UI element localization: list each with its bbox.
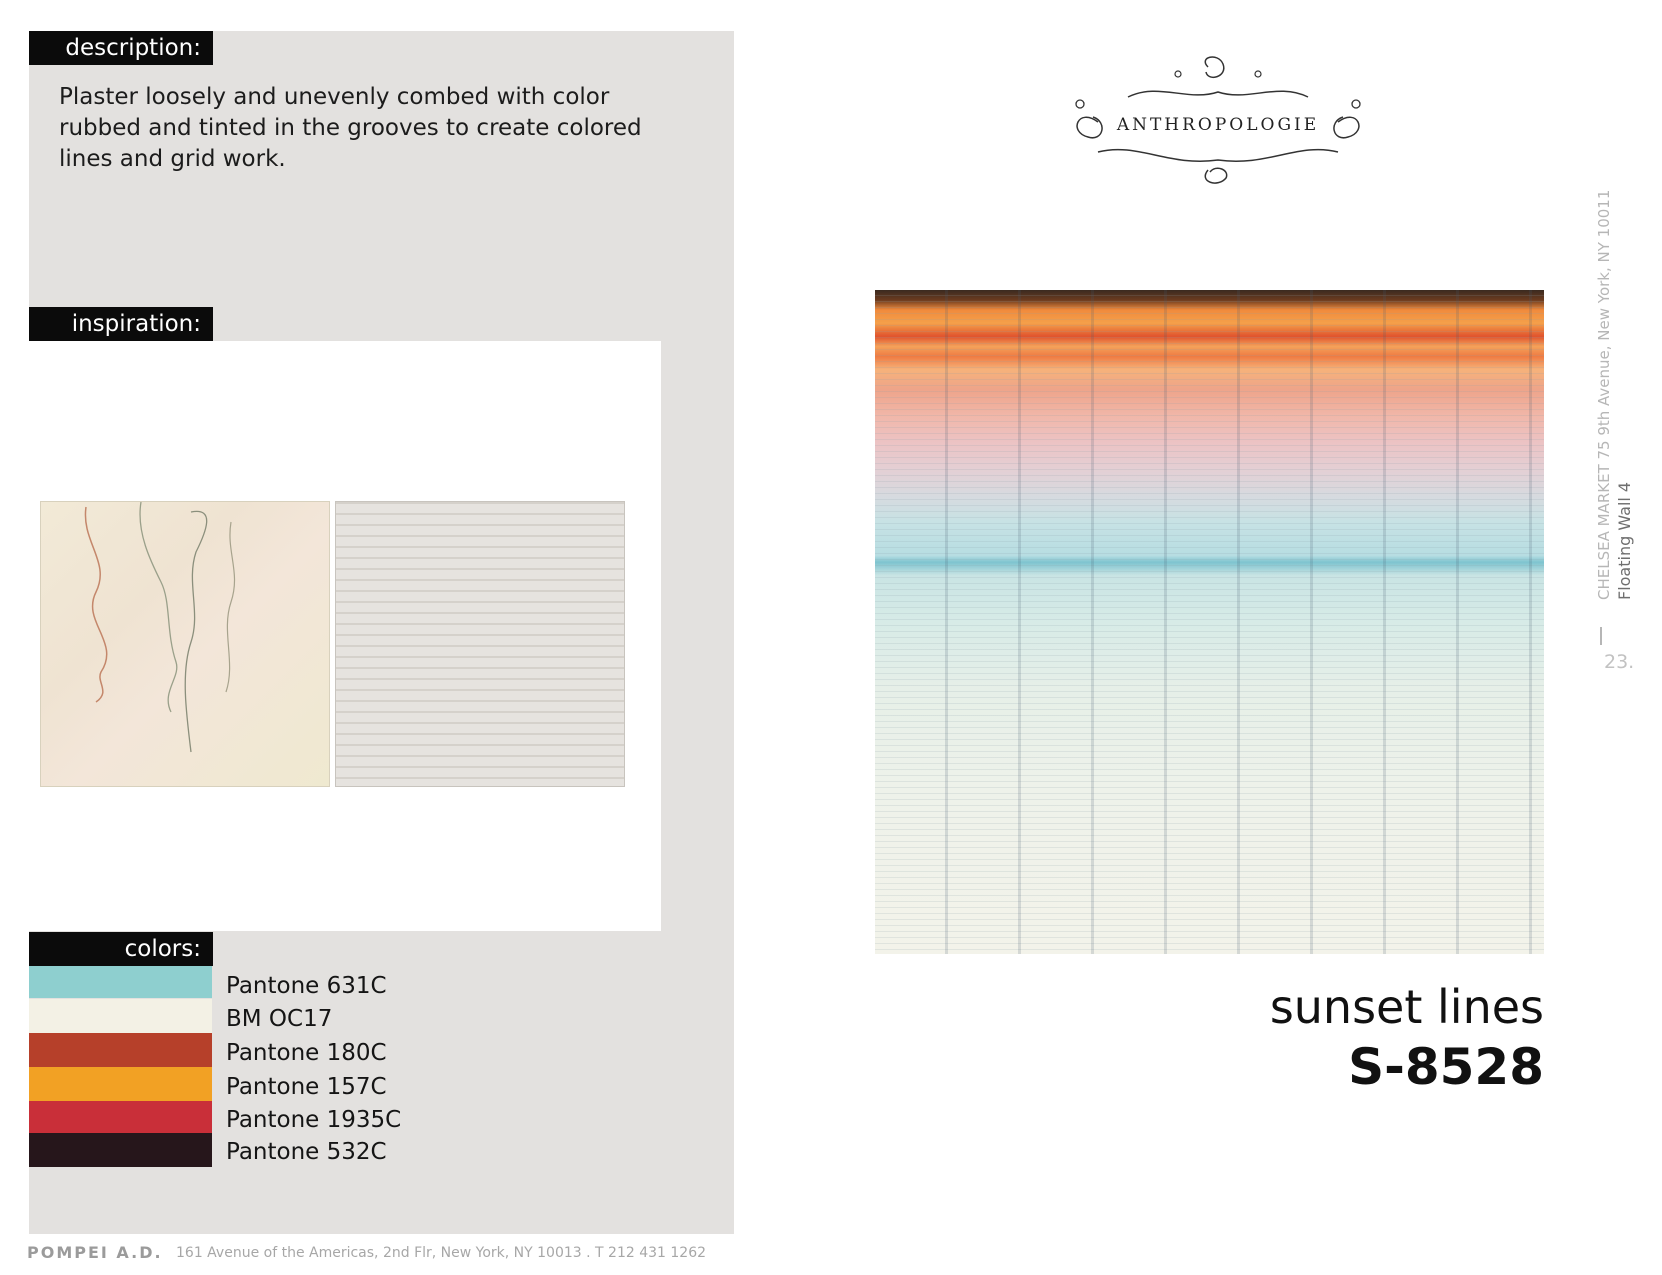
color-swatch-1 (29, 966, 212, 998)
inspiration-image-1-lines (41, 502, 329, 786)
color-label-3: Pantone 180C (226, 1040, 387, 1066)
side-divider (1600, 627, 1602, 645)
description-text: Plaster loosely and unevenly combed with color rubbed and tinted in the grooves to create colored lines and grid work. (59, 84, 642, 172)
inspiration-image-2 (335, 501, 625, 787)
color-swatch-2 (29, 999, 212, 1033)
product-name: sunset lines (1269, 980, 1544, 1034)
page-number: 23. (1604, 651, 1635, 673)
side-caption (1594, 190, 1636, 600)
logo-text: ANTHROPOLOGIE (1116, 115, 1320, 135)
inspiration-heading: inspiration: (29, 307, 213, 341)
footer-address: 161 Avenue of the Americas, 2nd Flr, New York, NY 10013 . T 212 431 1262 (176, 1245, 707, 1261)
inspiration-image-1 (40, 501, 330, 787)
color-swatch-4 (29, 1067, 212, 1101)
color-label-5: Pantone 1935C (226, 1107, 402, 1133)
color-swatch-6 (29, 1133, 212, 1167)
colors-heading: colors: (29, 932, 213, 966)
description-heading: description: (29, 31, 213, 65)
color-label-2: BM OC17 (226, 1006, 333, 1032)
color-swatch-3 (29, 1033, 212, 1067)
color-swatch-5 (29, 1101, 212, 1133)
anthropologie-logo (1058, 52, 1378, 192)
color-label-6: Pantone 532C (226, 1139, 387, 1165)
color-label-1: Pantone 631C (226, 973, 387, 999)
color-label-4: Pantone 157C (226, 1074, 387, 1100)
footer-brand: POMPEI A.D. (27, 1243, 163, 1262)
side-location: CHELSEA MARKET 75 9th Avenue, New York, NY 10011 (1595, 189, 1613, 600)
product-artwork (875, 290, 1544, 954)
side-wall: Floating Wall 4 (1615, 481, 1634, 600)
product-code: S-8528 (1348, 1038, 1544, 1096)
